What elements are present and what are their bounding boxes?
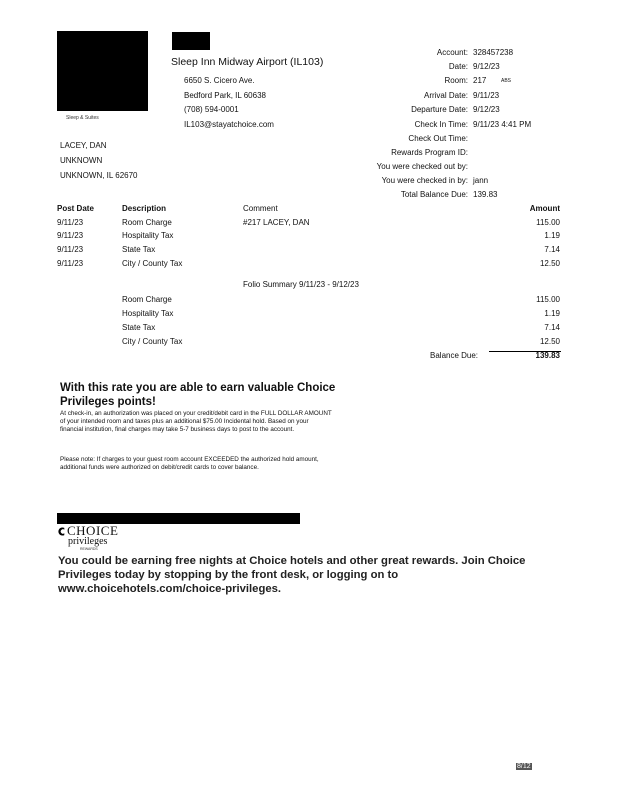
summary-hospitality-tax-amount: 1.19 [544, 309, 560, 318]
checkin-time-label: Check In Time: [414, 120, 468, 129]
row3-amount: 7.14 [544, 245, 560, 254]
row2-description: Hospitality Tax [122, 231, 174, 240]
choice-logo-icon [58, 527, 67, 538]
choice-logo-text: CHOICE [67, 523, 119, 538]
row1-comment: #217 LACEY, DAN [243, 218, 310, 227]
checked-out-by-label: You were checked out by: [376, 162, 468, 171]
date-label: Date: [448, 62, 468, 71]
privileges-logo-text: privileges [68, 536, 108, 547]
total-balance-label: Total Balance Due: [400, 190, 468, 199]
room-rate-note: ABS [501, 78, 512, 84]
row3-date: 9/11/23 [57, 245, 84, 254]
promo-para-authorization: At check-in, an authorization was placed on your credit/debit card in the FULL DOLLAR AMOUNT of your intended room and taxes plus an additional $75.00 Incidental hold. Based on your financial institution, final charges may take 5-7 business days to post to the account. [60, 410, 332, 434]
row3-description: State Tax [122, 245, 156, 254]
checkout-time-label: Check Out Time: [408, 134, 468, 143]
hotel-logo-redacted [57, 31, 148, 111]
logo-caption: Sleep & Suites [66, 115, 99, 121]
balance-due-label: Balance Due: [430, 351, 479, 360]
room-value: 217 [473, 76, 487, 85]
hotel-phone: (708) 594-0001 [184, 105, 239, 114]
summary-room-charge-label: Room Charge [122, 295, 172, 304]
row1-amount: 115.00 [536, 218, 560, 227]
departure-label: Departure Date: [411, 105, 468, 114]
arrival-label: Arrival Date: [423, 91, 468, 100]
summary-city-tax-amount: 12.50 [539, 337, 560, 346]
hotel-address2: Bedford Park, IL 60638 [184, 91, 266, 100]
row2-date: 9/11/23 [57, 231, 84, 240]
row2-amount: 1.19 [544, 231, 560, 240]
promo-title: With this rate you are able to earn valuable Choice Privileges points! [60, 382, 336, 408]
row1-date: 9/11/23 [57, 218, 84, 227]
folio-summary-title: Folio Summary 9/11/23 - 9/12/23 [243, 280, 359, 289]
row4-date: 9/11/23 [57, 259, 84, 268]
balance-due-value: 139.83 [535, 351, 560, 360]
header-amount: Amount [529, 204, 560, 213]
guest-line3: UNKNOWN, IL 62670 [60, 171, 138, 180]
choice-privileges-message: You could be earning free nights at Choice hotels and other great rewards. Join Choice Privileges today by stopping by the front desk, or logging on to www.choicehotels.com/choice-privileges. [58, 555, 526, 595]
room-label: Room: [444, 76, 468, 85]
summary-room-charge-amount: 115.00 [536, 295, 560, 304]
summary-state-tax-amount: 7.14 [544, 323, 560, 332]
header-post-date: Post Date [57, 204, 94, 213]
arrival-value: 9/11/23 [473, 91, 500, 100]
guest-name: LACEY, DAN [60, 141, 107, 150]
departure-value: 9/12/23 [473, 105, 500, 114]
summary-state-tax-label: State Tax [122, 323, 156, 332]
guest-line2: UNKNOWN [60, 156, 103, 165]
header-description: Description [122, 204, 167, 213]
checked-in-by-label: You were checked in by: [381, 176, 468, 185]
checked-in-by-value: jann [473, 176, 489, 185]
hotel-address1: 6650 S. Cicero Ave. [184, 76, 255, 85]
summary-hospitality-tax-label: Hospitality Tax [122, 309, 174, 318]
page-number: 8/12 [517, 763, 531, 770]
redaction-block [172, 32, 210, 50]
hotel-email: IL103@stayatchoice.com [184, 120, 274, 129]
hotel-name: Sleep Inn Midway Airport (IL103) [171, 56, 324, 68]
row1-description: Room Charge [122, 218, 172, 227]
date-value: 9/12/23 [473, 62, 500, 71]
row4-description: City / County Tax [122, 259, 183, 268]
account-label: Account: [436, 48, 468, 57]
choice-privileges-logo [58, 523, 118, 551]
checkin-time-value: 9/11/23 4:41 PM [473, 120, 532, 129]
promo-para-note: Please note: If charges to your guest room account EXCEEDED the authorized hold amount, additional funds were authorized on debit/credit cards to cover balance. [60, 456, 319, 472]
account-value: 328457238 [473, 48, 514, 57]
total-balance-value: 139.83 [473, 190, 498, 199]
rewards-id-label: Rewards Program ID: [391, 148, 468, 157]
privileges-logo-tag: REWARDS [80, 547, 98, 551]
summary-city-tax-label: City / County Tax [122, 337, 183, 346]
header-comment: Comment [243, 204, 278, 213]
row4-amount: 12.50 [539, 259, 560, 268]
